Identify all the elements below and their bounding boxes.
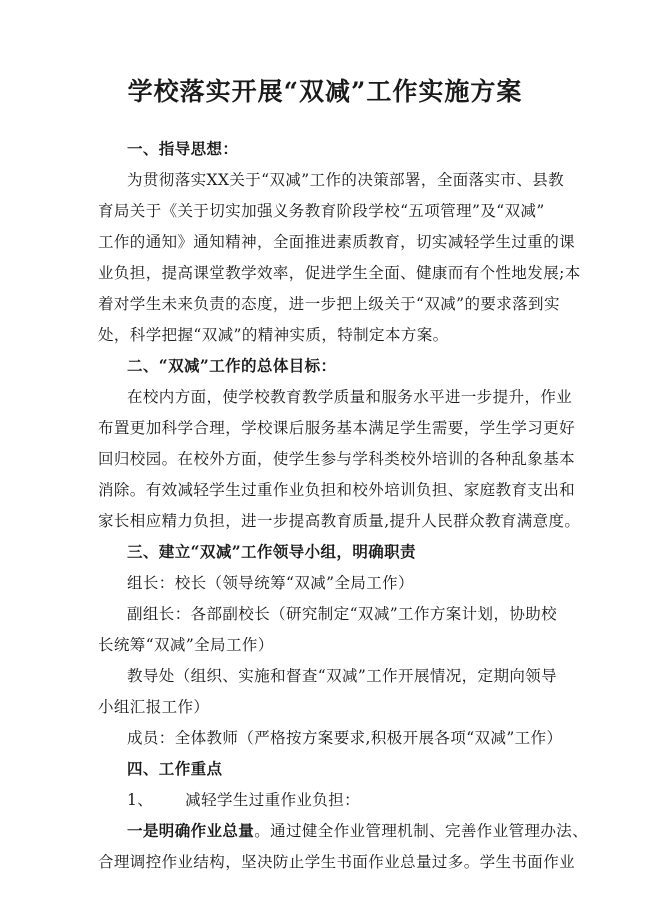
paragraph-line: 育局关于《关于切实加强义务教育阶段学校“五项管理”及“双减”	[98, 202, 545, 220]
paragraph-line: 着对学生未来负责的态度，进一步把上级关于“双减”的要求落到实	[98, 295, 560, 313]
section-heading-work-focus: 四、工作重点	[127, 759, 223, 778]
document-title: 学校落实开展“双减”工作实施方案	[127, 77, 523, 106]
section-heading-overall-goals: 二、“双减”工作的总体目标：	[127, 356, 337, 375]
list-item	[127, 790, 360, 810]
paragraph-line: 组长：校长（领导统筹“双减”全局工作）	[127, 574, 414, 592]
paragraph-line: 在校内方面，使学校教育教学质量和服务水平进一步提升，作业	[127, 388, 573, 406]
paragraph-line: 教导处（组织、实施和督查“双减”工作开展情况，定期向领导	[127, 667, 558, 685]
paragraph-line: 消除。有效减轻学生过重作业负担和校外培训负担、家庭教育支出和	[98, 481, 576, 499]
list-item-text: 减轻学生过重作业负担：	[185, 791, 361, 809]
paragraph-line: 合理调控作业结构，坚决防止学生书面作业总量过多。学生书面作业	[98, 853, 576, 871]
bold-lead-phrase: 一是明确作业总量	[127, 821, 255, 840]
paragraph-line: 为贯彻落实XX关于“双减”工作的决策部署，全面落实市、县教	[127, 171, 565, 189]
paragraph-line: 处，科学把握“双减”的精神实质，特制定本方案。	[98, 326, 449, 344]
paragraph-line: 布置更加科学合理，学校课后服务基本满足学生需要，学生学习更好	[98, 419, 576, 437]
paragraph-line: 家长相应精力负担，进一步提高教育质量,提升人民群众教育满意度。	[98, 512, 581, 530]
paragraph-line: 业负担，提高课堂教学效率，促进学生全面、健康而有个性地发展;本	[98, 264, 581, 282]
list-item-number: 1、	[127, 791, 154, 809]
section-heading-leadership-group: 三、建立“双减”工作领导小组，明确职责	[127, 542, 416, 561]
paragraph-line: 小组汇报工作）	[98, 698, 210, 716]
paragraph-line: 回归校园。在校外方面，使学生参与学科类校外培训的各种乱象基本	[98, 450, 576, 468]
paragraph-line: 成员：全体教师（严格按方案要求,积极开展各项“双减”工作）	[127, 729, 563, 747]
paragraph-text: 。通过健全作业管理机制、完善作业管理办法、	[254, 822, 589, 840]
paragraph-line: 长统筹“双减”全局工作）	[98, 636, 274, 654]
paragraph-line: 副组长：各部副校长（研究制定“双减”工作方案计划，协助校	[127, 605, 558, 623]
section-heading-guiding-ideology: 一、指导思想：	[127, 139, 239, 158]
paragraph-line: 工作的通知》通知精神，全面推进素质教育，切实减轻学生过重的课	[98, 233, 576, 251]
paragraph-line	[127, 821, 588, 841]
